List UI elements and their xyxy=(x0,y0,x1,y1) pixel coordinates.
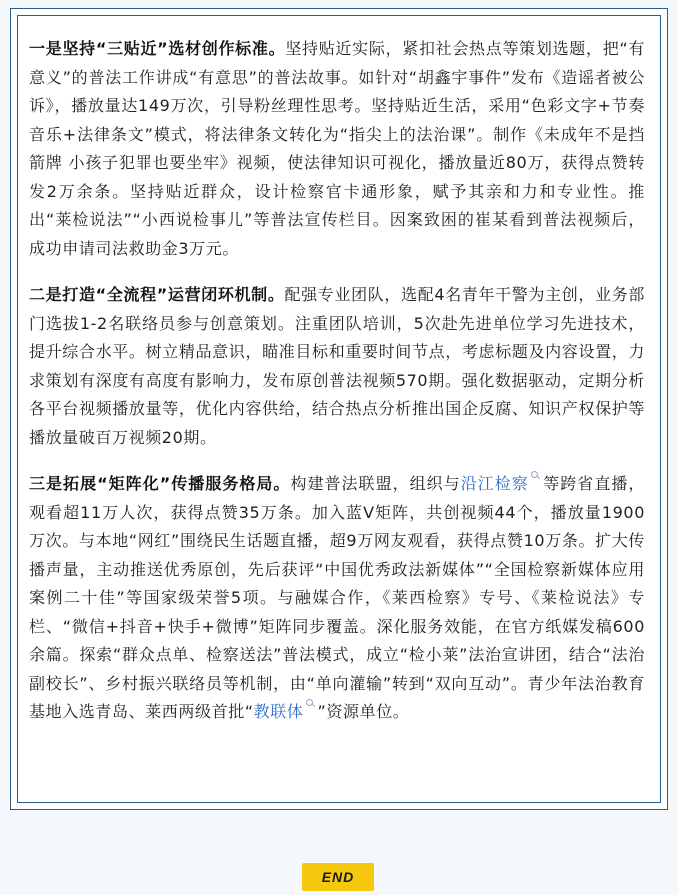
paragraph-1-body: 坚持贴近实际，紧扣社会热点等策划选题，把“有意义”的普法工作讲成“有意思”的普法故事。如针对“胡鑫宇事件”发布《造谣者被公诉》，播放量达149万次，引导粉丝理性思考。坚持贴近生活，采用“色彩文字+节奏音乐+法律条文”模式，将法律条文转化为“指尖上的法治课”。制作《未成年不是挡箭牌 小孩子犯罪也要坐牢》视频，使法律知识可视化，播放量近80万，获得点赞转发2万余条。坚持贴近群众，设计检察官卡通形象，赋予其亲和力和专业性。推出“莱检说法”“小西说检事儿”等普法宣传栏目。因案致困的崔某看到普法视频后，成功申请司法救助金3万元。 xyxy=(29,39,645,258)
search-link-yanjiang-jiancha[interactable]: 沿江检察 xyxy=(460,474,529,493)
paragraph-1 xyxy=(29,35,645,263)
search-icon[interactable] xyxy=(531,471,539,479)
paragraph-3-lead: 三是拓展“矩阵化”传播服务格局。 xyxy=(29,474,291,493)
search-link-jiaolianti[interactable]: 教联体 xyxy=(253,702,304,721)
end-badge: END xyxy=(302,863,374,891)
search-icon[interactable] xyxy=(306,699,314,707)
paragraph-3 xyxy=(29,470,645,727)
paragraph-2-body: 配强专业团队，选配4名青年干警为主创，业务部门选拔1-2名联络员参与创意策划。注重团队培训，5次赴先进单位学习先进技术，提升综合水平。树立精品意识，瞄准目标和重要时间节点，考虑标题及内容设置，力求策划有深度有高度有影响力，发布原创普法视频570期。强化数据驱动，定期分析各平台视频播放量等，优化内容供给，结合热点分析推出国企反腐、知识产权保护等播放量破百万视频20期。 xyxy=(29,285,645,447)
paragraph-3-body-middle: 等跨省直播，观看超11万人次，获得点赞35万条。加入蓝V矩阵，共创视频44个，播放量1900万次。与本地“网红”围绕民生话题直播，超9万网友观看，获得点赞10万条。扩大传播声量，主动推送优秀原创，先后获评“中国优秀政法新媒体”“全国检察新媒体应用案例二十佳”等国家级荣誉5项。与融媒合作，《莱西检察》专号、《莱检说法》专栏、“微信+抖音+快手+微博”矩阵同步覆盖。深化服务效能，在官方纸媒发稿600余篇。探索“群众点单、检察送法”普法模式，成立“检小莱”法治宣讲团，结合“法治副校长”、乡村振兴联络员等机制，由“单向灌输”转到“双向互动”。青少年法治教育基地入选青岛、莱西两级首批“ xyxy=(29,474,645,721)
paragraph-3-body-start: 构建普法联盟，组织与 xyxy=(290,474,461,493)
paragraph-2 xyxy=(29,281,645,452)
paragraph-3-body-end: ”资源单位。 xyxy=(317,702,410,721)
article-frame xyxy=(10,8,668,810)
paragraph-2-lead: 二是打造“全流程”运营闭环机制。 xyxy=(29,285,285,304)
paragraph-1-lead: 一是坚持“三贴近”选材创作标准。 xyxy=(29,39,286,58)
article-content xyxy=(29,35,645,745)
